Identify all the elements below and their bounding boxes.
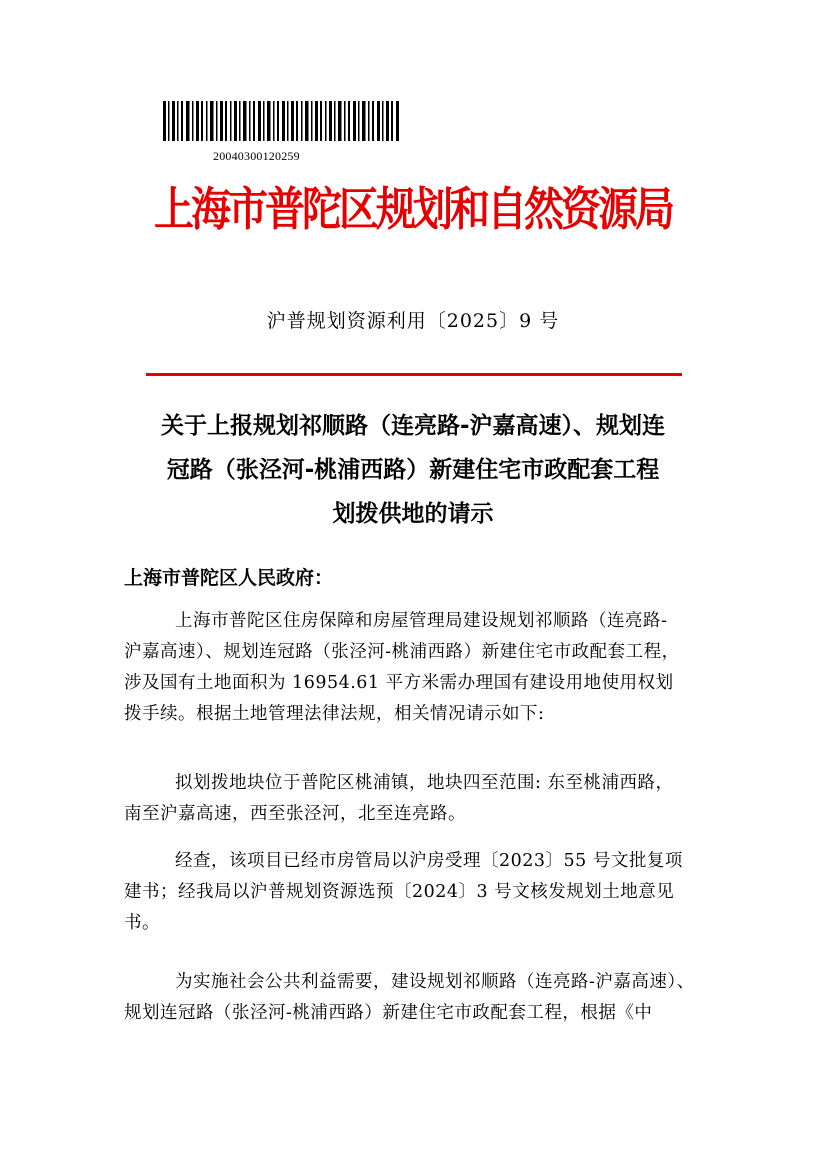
paragraph-line: 书。 xyxy=(124,913,160,933)
body-paragraph xyxy=(124,967,708,1029)
paragraph-line: 为实施社会公共利益需要，建设规划祁顺路（连亮路-沪嘉高速）、 xyxy=(175,972,695,992)
body-paragraph xyxy=(124,768,708,830)
subject-line: 关于上报规划祁顺路（连亮路-沪嘉高速）、规划连 xyxy=(160,413,666,439)
paragraph-line: 沪嘉高速）、规划连冠路（张泾河-桃浦西路）新建住宅市政配套工程， xyxy=(124,642,680,662)
paragraph-line: 南至沪嘉高速，西至张泾河，北至连亮路。 xyxy=(124,804,466,824)
body-paragraph xyxy=(124,846,708,939)
paragraph-line: 规划连冠路（张泾河-桃浦西路）新建住宅市政配套工程，根据《中 xyxy=(124,1003,653,1023)
addressee: 上海市普陀区人民政府： xyxy=(124,567,334,589)
barcode-number: 20040300120259 xyxy=(213,149,300,163)
red-divider xyxy=(146,373,682,376)
paragraph-line: 上海市普陀区住房保障和房屋管理局建设规划祁顺路（连亮路- xyxy=(175,611,668,631)
subject-title xyxy=(110,404,716,536)
paragraph-line: 涉及国有土地面积为 16954.61 平方米需办理国有建设用地使用权划 xyxy=(124,673,674,693)
paragraph-line: 经查，该项目已经市房管局以沪房受理〔2023〕55 号文批复项 xyxy=(175,851,683,871)
org-title: 上海市普陀区规划和自然资源局 xyxy=(154,182,672,237)
doc-number: 沪普规划资源利用〔2025〕9 号 xyxy=(266,310,560,332)
subject-line: 冠路（张泾河-桃浦西路）新建住宅市政配套工程 xyxy=(166,457,660,483)
subject-line: 划拨供地的请示 xyxy=(332,501,494,527)
barcode xyxy=(163,101,399,141)
paragraph-line: 拟划拨地块位于普陀区桃浦镇，地块四至范围: 东至桃浦西路， xyxy=(175,773,674,793)
paragraph-line: 拨手续。根据土地管理法律法规，相关情况请示如下: xyxy=(124,704,545,724)
body-paragraph xyxy=(124,606,708,730)
paragraph-line: 建书；经我局以沪普规划资源选预〔2024〕3 号文核发规划土地意见 xyxy=(124,882,675,902)
